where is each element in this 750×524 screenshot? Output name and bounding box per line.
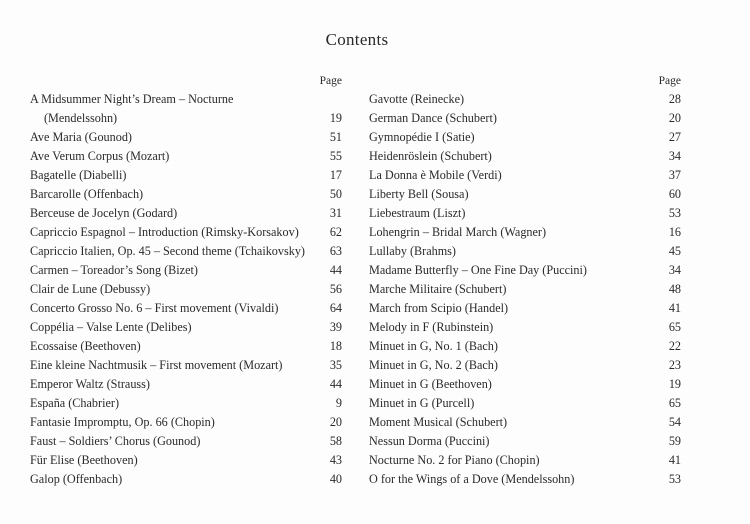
toc-entry-title: Lullaby (Brahms) — [369, 244, 456, 258]
toc-entry-title: Capriccio Espagnol – Introduction (Rimsky-Korsakov) — [30, 225, 299, 239]
toc-entry-page: 23 — [668, 358, 681, 372]
toc-entry-title: Minuet in G, No. 1 (Bach) — [369, 339, 498, 353]
toc-entry-page: 59 — [668, 434, 681, 448]
toc-entry-page: 50 — [329, 187, 342, 201]
toc-entry-page: 19 — [329, 111, 342, 125]
toc-entry-title: Carmen – Toreador’s Song (Bizet) — [30, 263, 198, 277]
toc-entry — [30, 413, 342, 432]
toc-entry-title: Fantasie Impromptu, Op. 66 (Chopin) — [30, 415, 215, 429]
toc-entry-title: Concerto Grosso No. 6 – First movement (Vivaldi) — [30, 301, 279, 315]
toc-entry-page: 20 — [329, 415, 342, 429]
page-column-header: Page — [319, 75, 342, 87]
toc-entry — [369, 128, 681, 147]
toc-entry — [369, 394, 681, 413]
toc-entry-title: Minuet in G (Beethoven) — [369, 377, 492, 391]
toc-entry-title: Bagatelle (Diabelli) — [30, 168, 127, 182]
toc-entry-title: España (Chabrier) — [30, 396, 119, 410]
toc-entry-title: La Donna è Mobile (Verdi) — [369, 168, 502, 182]
page-column-header: Page — [658, 75, 681, 87]
toc-entry-page: 31 — [329, 206, 342, 220]
toc-entry-title: Eine kleine Nachtmusik – First movement (Mozart) — [30, 358, 283, 372]
toc-entry — [369, 451, 681, 470]
toc-entry-title: Marche Militaire (Schubert) — [369, 282, 507, 296]
toc-entry-page: 58 — [329, 434, 342, 448]
toc-entry-title: Ave Verum Corpus (Mozart) — [30, 149, 170, 163]
toc-entry-page: 9 — [335, 396, 342, 410]
toc-entry-title: Liebestraum (Liszt) — [369, 206, 466, 220]
toc-entry-title: A Midsummer Night’s Dream – Nocturne — [30, 92, 234, 106]
toc-entry — [30, 204, 342, 223]
toc-entry — [30, 242, 342, 261]
toc-entry-page: 53 — [668, 206, 681, 220]
page-title: Contents — [325, 30, 389, 49]
contents-column-left — [30, 72, 342, 489]
toc-entry — [369, 185, 681, 204]
toc-entry — [30, 337, 342, 356]
toc-entry-page: 40 — [329, 472, 342, 486]
toc-entry-title: Faust – Soldiers’ Chorus (Gounod) — [30, 434, 201, 448]
toc-entry-title: Lohengrin – Bridal March (Wagner) — [369, 225, 547, 239]
toc-entry — [30, 375, 342, 394]
toc-entry-title: Moment Musical (Schubert) — [369, 415, 508, 429]
toc-entry-page: 44 — [329, 377, 342, 391]
toc-entry-title: Clair de Lune (Debussy) — [30, 282, 151, 296]
toc-entry — [30, 451, 342, 470]
toc-entry-title-continued: (Mendelssohn) — [44, 111, 118, 125]
toc-entry-title: Emperor Waltz (Strauss) — [30, 377, 150, 391]
toc-entry — [369, 337, 681, 356]
toc-entry-title: Ave Maria (Gounod) — [30, 130, 132, 144]
toc-entry-title: Ecossaise (Beethoven) — [30, 339, 141, 353]
toc-entry-title: Capriccio Italien, Op. 45 – Second theme (Tchaikovsky) — [30, 244, 305, 258]
toc-entry-title: Minuet in G (Purcell) — [369, 396, 475, 410]
toc-entry — [369, 90, 681, 109]
toc-entry — [369, 242, 681, 261]
toc-entry-page: 55 — [329, 149, 342, 163]
toc-entry — [30, 128, 342, 147]
toc-entry — [30, 356, 342, 375]
toc-entry — [369, 204, 681, 223]
toc-entry-page: 27 — [668, 130, 681, 144]
toc-entry — [369, 280, 681, 299]
toc-entry-page: 41 — [668, 453, 681, 467]
toc-entry-page: 45 — [668, 244, 681, 258]
toc-entry-page: 20 — [668, 111, 681, 125]
toc-entry — [30, 432, 342, 451]
toc-entry-page: 53 — [668, 472, 681, 486]
toc-entry-page: 62 — [329, 225, 342, 239]
toc-entry-page: 48 — [668, 282, 681, 296]
toc-entry-title: Liberty Bell (Sousa) — [369, 187, 469, 201]
toc-entry-page: 65 — [668, 320, 681, 334]
toc-entry — [369, 413, 681, 432]
toc-entry-title: Melody in F (Rubinstein) — [369, 320, 494, 334]
toc-entry-page: 51 — [329, 130, 342, 144]
toc-entry-title: March from Scipio (Handel) — [369, 301, 509, 315]
toc-entry-page: 65 — [668, 396, 681, 410]
toc-entry-title: Madame Butterfly – One Fine Day (Puccini) — [369, 263, 587, 277]
toc-entry-page: 35 — [329, 358, 342, 372]
toc-entry — [30, 470, 342, 489]
toc-entry-title: Barcarolle (Offenbach) — [30, 187, 144, 201]
toc-entry — [369, 109, 681, 128]
toc-entry-title: Galop (Offenbach) — [30, 472, 123, 486]
toc-entry — [30, 90, 342, 128]
toc-entry — [369, 375, 681, 394]
toc-entry-page: 28 — [668, 92, 681, 106]
toc-entry — [369, 147, 681, 166]
toc-entry — [369, 166, 681, 185]
toc-entry — [30, 394, 342, 413]
toc-entry-page: 64 — [329, 301, 342, 315]
toc-entry — [30, 185, 342, 204]
toc-entry-page: 41 — [668, 301, 681, 315]
toc-entry-title: Nessun Dorma (Puccini) — [369, 434, 490, 448]
toc-entry — [369, 223, 681, 242]
toc-entry — [30, 299, 342, 318]
toc-entry-page: 44 — [329, 263, 342, 277]
toc-entry-page: 18 — [329, 339, 342, 353]
toc-entry-title: German Dance (Schubert) — [369, 111, 497, 125]
toc-entry — [369, 356, 681, 375]
toc-entry — [369, 261, 681, 280]
toc-entry-page: 60 — [668, 187, 681, 201]
toc-entry-page: 34 — [668, 149, 681, 163]
toc-entry-page: 43 — [329, 453, 342, 467]
toc-entry-page: 17 — [329, 168, 342, 182]
toc-entry-page: 39 — [329, 320, 342, 334]
toc-entry — [369, 432, 681, 451]
toc-entry — [30, 280, 342, 299]
toc-entry-page: 34 — [668, 263, 681, 277]
toc-entry-title: Heidenröslein (Schubert) — [369, 149, 492, 163]
toc-entry — [30, 261, 342, 280]
toc-entry-title: Berceuse de Jocelyn (Godard) — [30, 206, 178, 220]
toc-entry-page: 54 — [668, 415, 681, 429]
toc-entry-title: Gavotte (Reinecke) — [369, 92, 465, 106]
toc-entry-title: O for the Wings of a Dove (Mendelssohn) — [369, 472, 575, 486]
toc-entry-page: 56 — [329, 282, 342, 296]
toc-entry-title: Minuet in G, No. 2 (Bach) — [369, 358, 498, 372]
toc-entry-title: Coppélia – Valse Lente (Delibes) — [30, 320, 192, 334]
toc-entry — [369, 299, 681, 318]
toc-entry-title: Für Elise (Beethoven) — [30, 453, 138, 467]
toc-entry — [369, 318, 681, 337]
toc-entry-page: 63 — [329, 244, 342, 258]
toc-entry-page: 37 — [668, 168, 681, 182]
toc-entry-page: 22 — [668, 339, 681, 353]
toc-entry-title: Nocturne No. 2 for Piano (Chopin) — [369, 453, 540, 467]
toc-entry — [30, 166, 342, 185]
toc-entry — [30, 147, 342, 166]
contents-column-right — [369, 72, 681, 489]
toc-entry — [30, 223, 342, 242]
toc-entry-title: Gymnopédie I (Satie) — [369, 130, 475, 144]
toc-entry-page: 16 — [668, 225, 681, 239]
toc-entry-page: 19 — [668, 377, 681, 391]
toc-entry — [30, 318, 342, 337]
toc-entry — [369, 470, 681, 489]
